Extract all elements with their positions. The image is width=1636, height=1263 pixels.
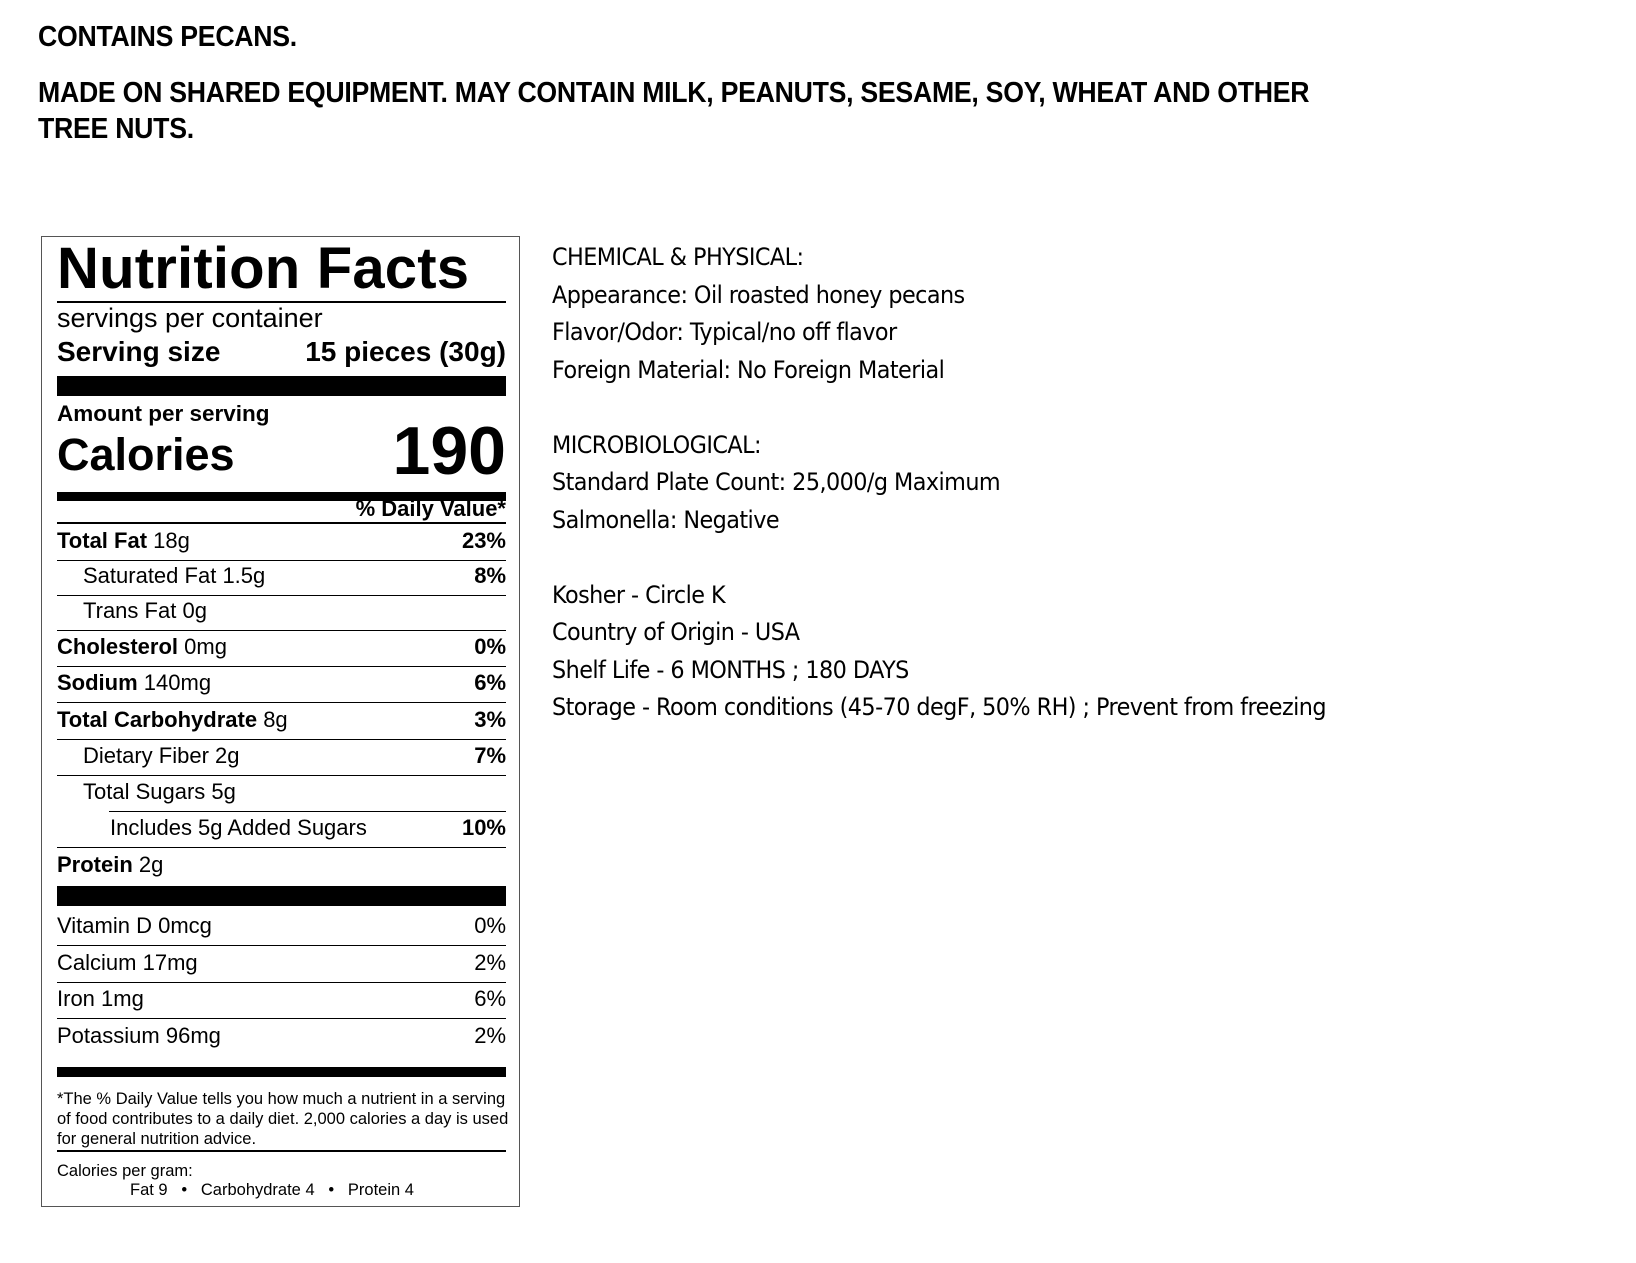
calories-per-gram-label: Calories per gram: — [57, 1162, 193, 1180]
nutrient-row-sodium — [57, 665, 506, 702]
vitamin-label: Vitamin D — [57, 913, 152, 938]
vitamin-row-iron — [57, 981, 506, 1018]
serving-size-label: Serving size — [57, 336, 221, 367]
vitamin-row-calcium — [57, 945, 506, 982]
nutrient-row-total-sugars — [57, 774, 506, 811]
nutrient-dv: 8% — [474, 563, 506, 588]
spec-foreign-material: Foreign Material: No Foreign Material — [552, 355, 945, 384]
thick-divider-vitamins — [57, 886, 506, 906]
vitamin-row-vitamin-d — [57, 908, 506, 945]
allergen-shared-line-2: TREE NUTS. — [38, 113, 194, 145]
nutrient-dv: 3% — [474, 707, 506, 732]
nutrition-facts-title: Nutrition Facts — [57, 236, 470, 301]
nutrient-dv: 0% — [474, 634, 506, 659]
spacer — [552, 389, 1326, 427]
vitamin-dv: 0% — [474, 913, 506, 938]
nutrient-row-total-carbohydrate — [57, 702, 506, 739]
spec-kosher: Kosher - Circle K — [552, 580, 726, 609]
nutrient-amount: 8g — [263, 707, 288, 732]
vitamin-label: Iron — [57, 986, 95, 1011]
allergen-shared-line-1: MADE ON SHARED EQUIPMENT. MAY CONTAIN MILK, PEANUTS, SESAME, SOY, WHEAT AND OTHER — [38, 77, 1310, 109]
vitamin-dv: 2% — [474, 1023, 506, 1048]
vitamin-row-potassium — [57, 1018, 506, 1055]
nutrient-amount: 0g — [182, 598, 207, 623]
nutrient-dv: 7% — [474, 743, 506, 768]
nutrient-amount: 5g — [211, 779, 236, 804]
footnote-divider — [57, 1150, 506, 1152]
nutrient-label: Includes 5g Added Sugars — [110, 815, 367, 840]
nutrient-amount: 2g — [215, 743, 240, 768]
spec-storage: Storage - Room conditions (45-70 degF, 50% RH) ; Prevent from freezing — [552, 693, 1326, 721]
amount-per-serving-label: Amount per serving — [57, 401, 270, 426]
microbiological-heading: MICROBIOLOGICAL: — [552, 430, 761, 459]
nutrient-label: Total Fat — [57, 528, 148, 553]
spec-salmonella: Salmonella: Negative — [552, 505, 780, 534]
product-specifications — [552, 239, 1326, 727]
nutrient-label: Total Carbohydrate — [57, 707, 258, 732]
nutrient-row-added-sugars — [57, 810, 506, 847]
nutrient-row-trans-fat — [57, 593, 506, 630]
vitamin-amount: 96mg — [165, 1023, 221, 1048]
serving-size-value: 15 pieces (30g) — [305, 336, 506, 367]
nutrition-facts-panel — [41, 236, 520, 1207]
thick-divider-serving — [57, 376, 506, 396]
spec-country-of-origin: Country of Origin - USA — [552, 618, 800, 646]
calories-label: Calories — [57, 429, 235, 480]
daily-value-footnote: *The % Daily Value tells you how much a nutrient in a serving of food contributes to a daily diet. 2,000 calories a day is used for general nutrition advice. — [57, 1090, 509, 1148]
nutrient-label: Saturated Fat — [83, 563, 217, 588]
chemical-physical-heading: CHEMICAL & PHYSICAL: — [552, 243, 804, 271]
medium-divider-footnote — [57, 1067, 506, 1077]
calories-per-gram-values: Fat 9 • Carbohydrate 4 • Protein 4 — [130, 1181, 414, 1199]
nutrient-label: Dietary Fiber — [83, 743, 209, 768]
nutrient-label: Trans Fat — [83, 598, 177, 623]
nutrient-row-total-fat — [57, 523, 506, 560]
vitamin-amount: 0mcg — [158, 913, 212, 938]
nutrient-label: Total Sugars — [83, 779, 206, 804]
nutrient-dv: 23% — [461, 528, 506, 553]
servings-per-container: servings per container — [57, 303, 323, 333]
vitamin-label: Potassium — [57, 1023, 160, 1048]
calories-value: 190 — [392, 413, 506, 489]
vitamin-dv: 2% — [474, 950, 506, 975]
nutrient-amount: 1.5g — [222, 563, 266, 588]
nutrient-label: Cholesterol — [57, 634, 179, 659]
nutrient-row-dietary-fiber — [57, 738, 506, 775]
nutrient-row-cholesterol — [57, 629, 506, 666]
nutrient-amount: 140mg — [143, 670, 212, 695]
spec-standard-plate-count: Standard Plate Count: 25,000/g Maximum — [552, 468, 1001, 496]
nutrient-label: Protein — [57, 852, 133, 877]
allergen-contains-statement: CONTAINS PECANS. — [38, 21, 297, 53]
spec-flavor-odor: Flavor/Odor: Typical/no off flavor — [552, 318, 897, 346]
nutrient-amount: 0mg — [184, 634, 227, 659]
spec-appearance: Appearance: Oil roasted honey pecans — [552, 280, 965, 309]
spec-shelf-life: Shelf Life - 6 MONTHS ; 180 DAYS — [552, 655, 909, 684]
vitamin-dv: 6% — [474, 986, 506, 1011]
vitamin-amount: 1mg — [101, 986, 144, 1011]
nutrient-row-saturated-fat — [57, 558, 506, 595]
nutrient-row-protein — [57, 847, 506, 884]
vitamin-amount: 17mg — [142, 950, 198, 975]
vitamin-label: Calcium — [57, 950, 137, 975]
nutrient-dv: 6% — [474, 670, 506, 695]
nutrient-amount: 18g — [153, 528, 190, 553]
nutrient-label: Sodium — [57, 670, 138, 695]
spacer — [552, 539, 1326, 577]
nutrient-dv: 10% — [461, 815, 506, 840]
nutrient-amount: 2g — [138, 852, 164, 877]
daily-value-header: % Daily Value* — [355, 496, 506, 521]
allergen-shared-equipment-statement — [38, 75, 1528, 147]
